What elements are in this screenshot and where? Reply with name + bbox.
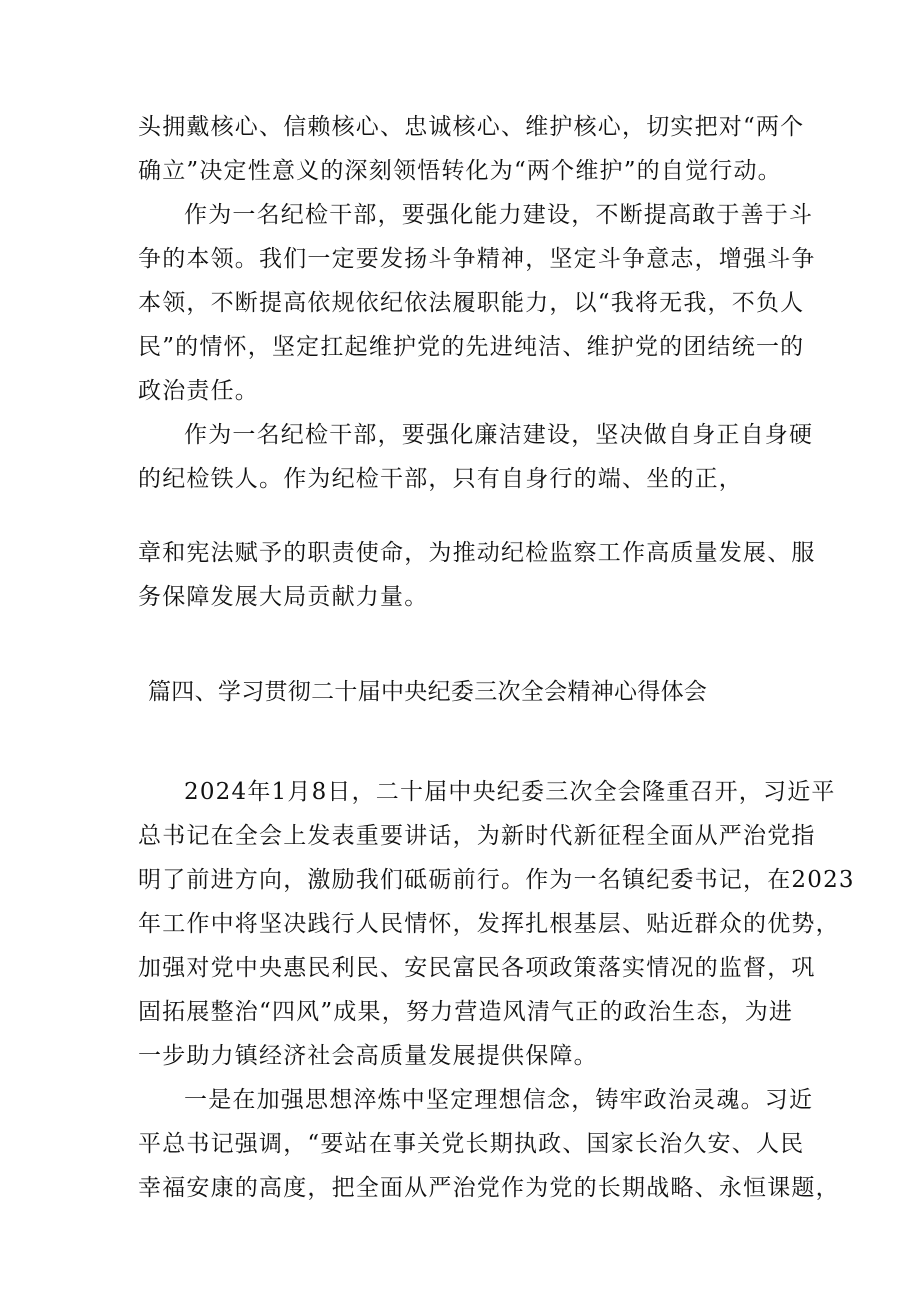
paragraph-line: 本领，不断提高依规依纪依法履职能力，以“我将无我，不负人 bbox=[138, 290, 805, 316]
paragraph-line: 2024年1月8日，二十届中央纪委三次全会隆重召开，习近平 bbox=[184, 779, 836, 805]
section-heading: 篇四、学习贯彻二十届中央纪委三次全会精神心得体会 bbox=[148, 679, 708, 705]
paragraph-line: 一是在加强思想淬炼中坚定理想信念，铸牢政治灵魂。习近 bbox=[184, 1087, 814, 1113]
paragraph-line: 作为一名纪检干部，要强化廉洁建设，坚决做自身正自身硬 bbox=[184, 422, 814, 448]
paragraph-line: 争的本领。我们一定要发扬斗争精神，坚定斗争意志，增强斗争 bbox=[138, 246, 816, 272]
paragraph-line: 政治责任。 bbox=[138, 378, 259, 404]
paragraph-line: 头拥戴核心、信赖核心、忠诚核心、维护核心，切实把对“两个 bbox=[138, 114, 805, 140]
paragraph-line: 务保障发展大局贡献力量。 bbox=[138, 584, 429, 610]
paragraph-line: 一步助力镇经济社会高质量发展提供保障。 bbox=[138, 1043, 598, 1069]
paragraph-line: 年工作中将坚决践行人民情怀，发挥扎根基层、贴近群众的优势， bbox=[138, 911, 840, 937]
paragraph-line: 民”的情怀，坚定扛起维护党的先进纯洁、维护党的团结统一的 bbox=[138, 334, 805, 360]
paragraph-line: 章和宪法赋予的职责使命，为推动纪检监察工作高质量发展、服 bbox=[138, 540, 816, 566]
paragraph-line: 的纪检铁人。作为纪检干部，只有自身行的端、坐的正， bbox=[138, 466, 743, 492]
paragraph-line: 作为一名纪检干部，要强化能力建设，不断提高敢于善于斗 bbox=[184, 202, 814, 228]
paragraph-line: 固拓展整治“四风”成果，努力营造风清气正的政治生态，为进 bbox=[138, 999, 794, 1025]
paragraph-line: 加强对党中央惠民利民、安民富民各项政策落实情况的监督，巩 bbox=[138, 955, 816, 981]
paragraph-line: 明了前进方向，激励我们砥砺前行。作为一名镇纪委书记，在2023 bbox=[138, 867, 855, 893]
paragraph-line: 确立”决定性意义的深刻领悟转化为“两个维护”的自觉行动。 bbox=[138, 158, 782, 184]
paragraph-line: 总书记在全会上发表重要讲话，为新时代新征程全面从严治党指 bbox=[138, 823, 816, 849]
paragraph-line: 幸福安康的高度，把全面从严治党作为党的长期战略、永恒课题， bbox=[138, 1175, 840, 1201]
paragraph-line: 平总书记强调，“要站在事关党长期执政、国家长治久安、人民 bbox=[138, 1131, 805, 1157]
